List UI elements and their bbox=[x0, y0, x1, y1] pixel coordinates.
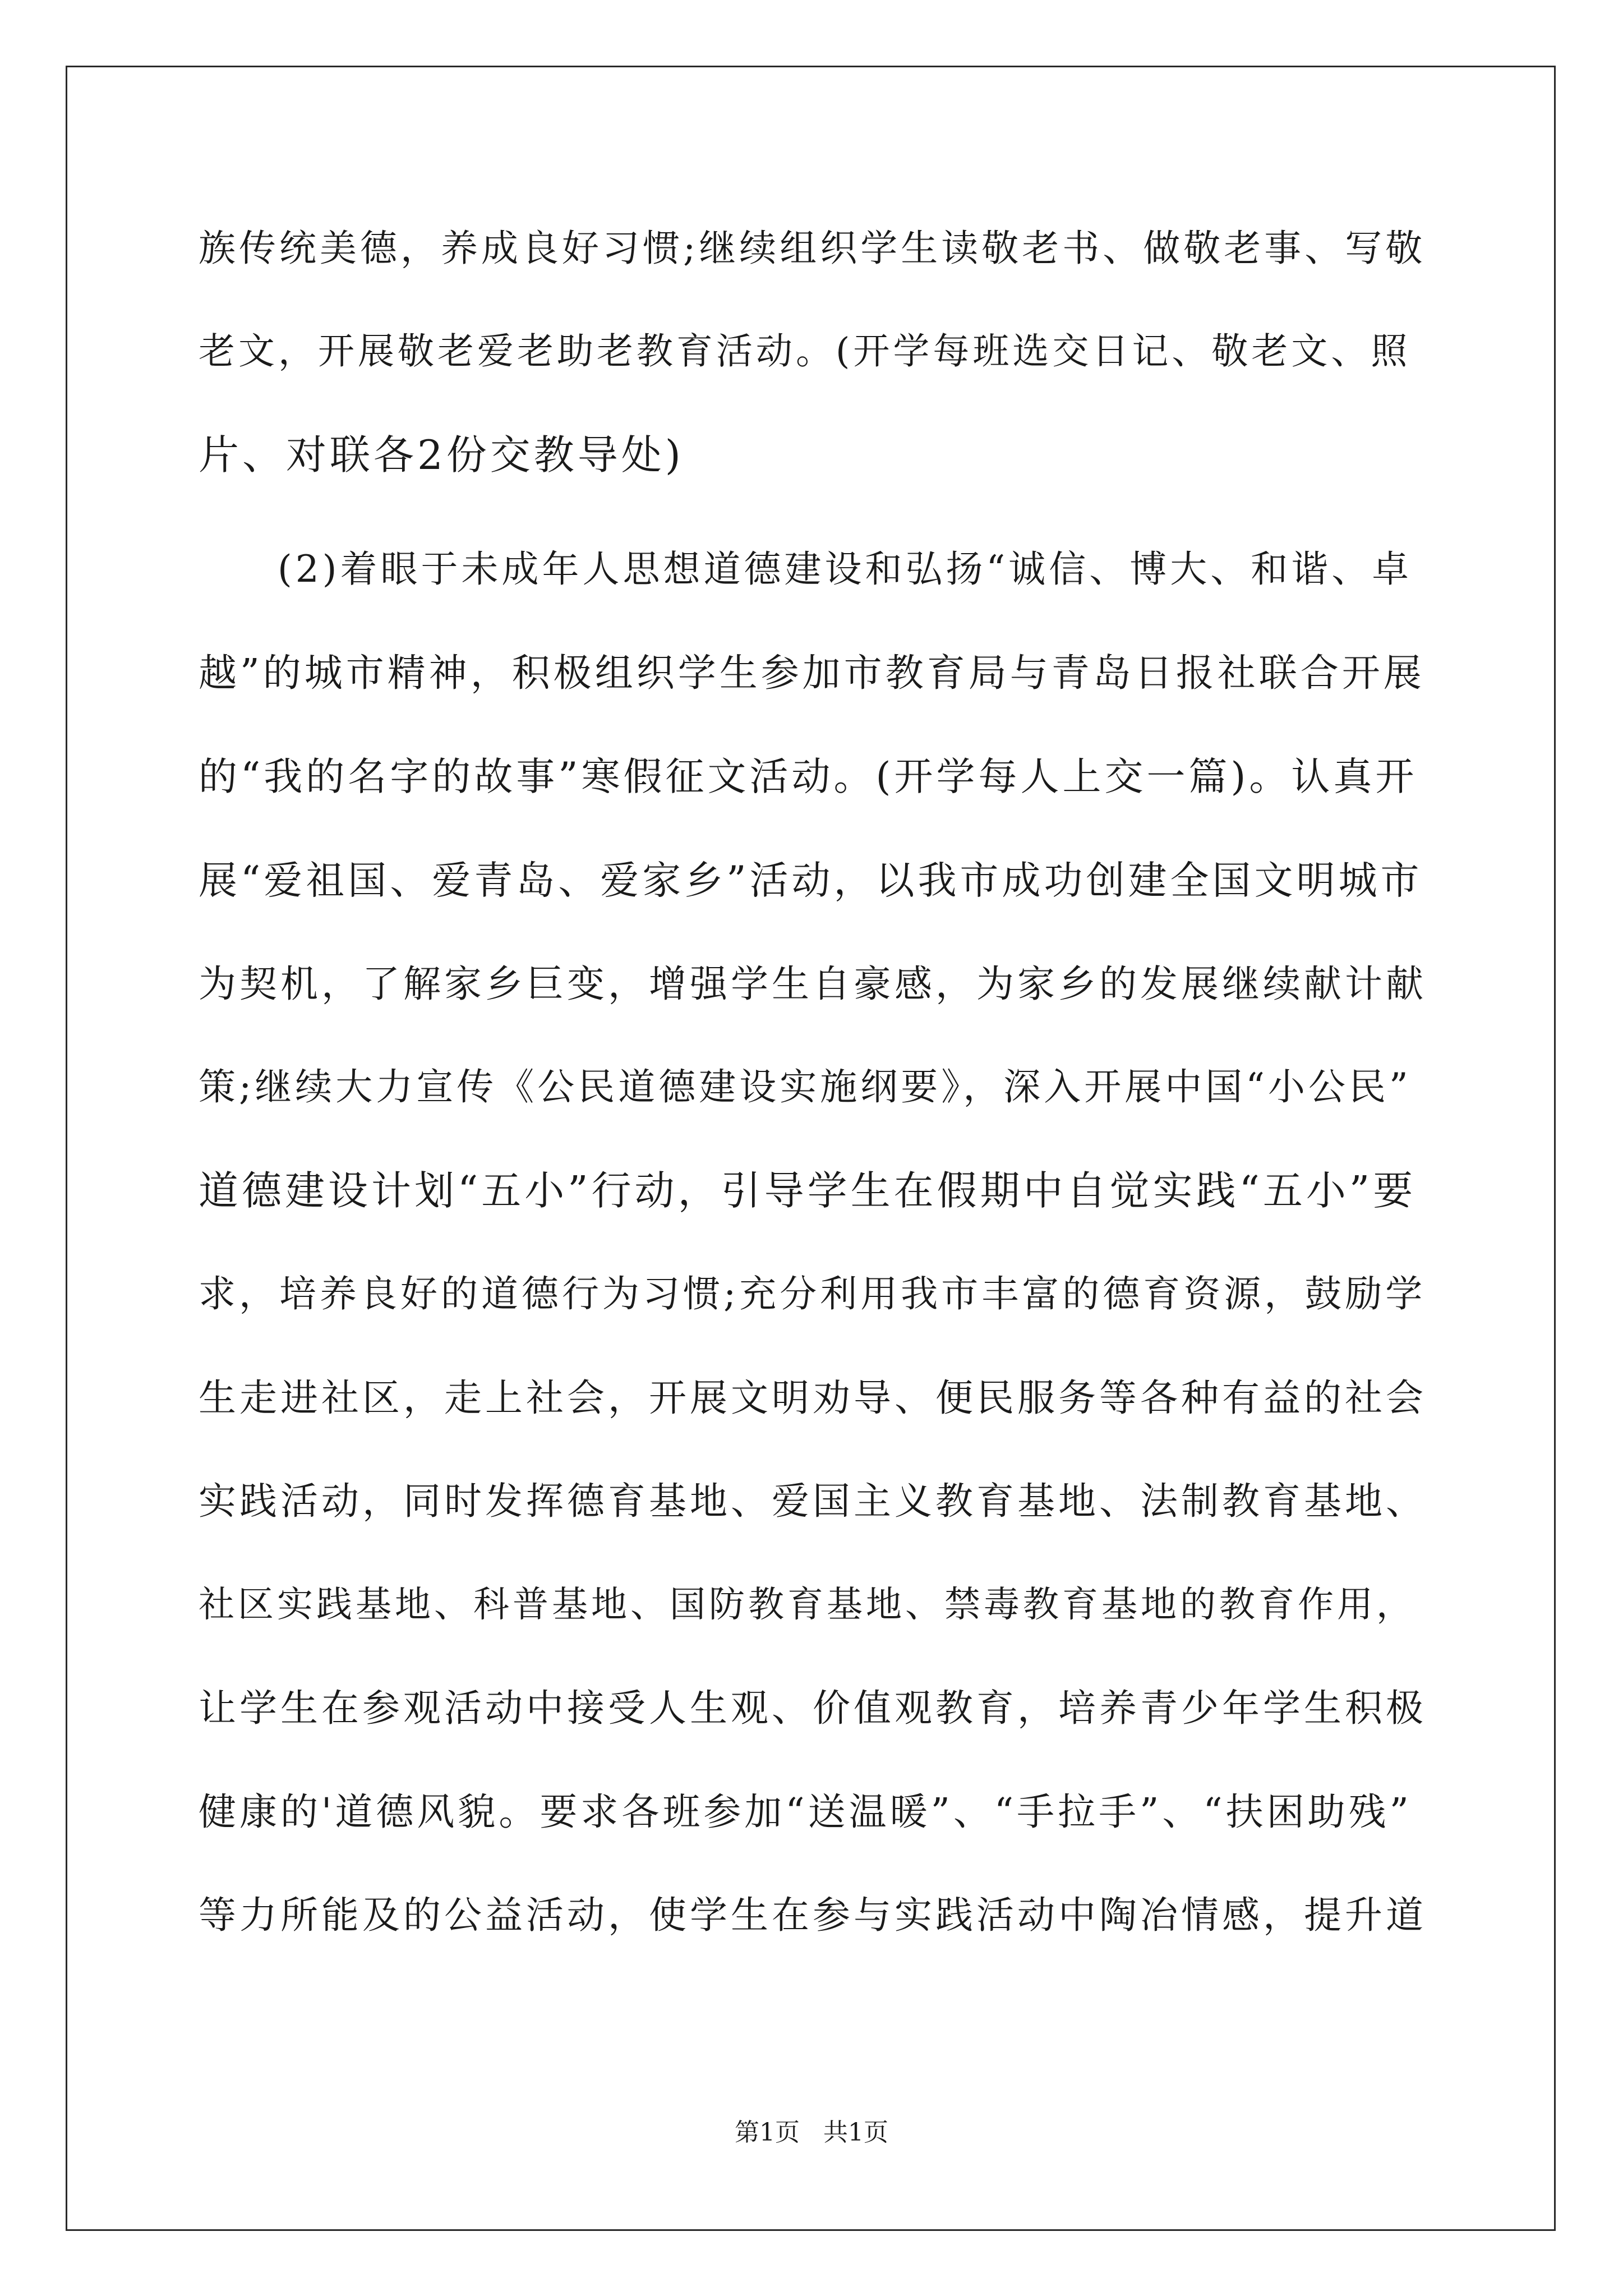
paragraph-line: 为契机，了解家乡巨变，增强学生自豪感，为家乡的发展继续献计献 bbox=[199, 962, 1427, 1006]
paragraph-line: 展“爱祖国、爱青岛、爱家乡”活动，以我市成功创建全国文明城市 bbox=[199, 858, 1423, 903]
paragraph-line: (2)着眼于未成年人思想道德建设和弘扬“诚信、博大、和谐、卓 bbox=[278, 547, 1413, 591]
page-number-footer: 第1页 共1页 bbox=[735, 2118, 888, 2147]
paragraph-line: 越”的城市精神，积极组织学生参加市教育局与青岛日报社联合开展 bbox=[199, 651, 1425, 696]
paragraph-line: 道德建设计划“五小”行动，引导学生在假期中自觉实践“五小”要 bbox=[199, 1167, 1417, 1214]
paragraph-line: 实践活动，同时发挥德育基地、爱国主义教育基地、法制教育基地、 bbox=[199, 1479, 1427, 1523]
paragraph-line: 等力所能及的公益活动，使学生在参与实践活动中陶冶情感，提升道 bbox=[199, 1893, 1427, 1937]
paragraph-line: 让学生在参观活动中接受人生观、价值观教育，培养青少年学生积极 bbox=[199, 1686, 1427, 1730]
paragraph-line: 族传统美德，养成良好习惯;继续组织学生读敬老书、做敬老事、写敬 bbox=[199, 227, 1426, 270]
paragraph-line: 老文，开展敬老爱老助老教育活动。(开学每班选交日记、敬老文、照 bbox=[199, 330, 1411, 372]
paragraph-line: 生走进社区，走上社会，开展文明劝导、便民服务等各种有益的社会 bbox=[199, 1376, 1427, 1420]
paragraph-line: 社区实践基地、科普基地、国防教育基地、禁毒教育基地的教育作用， bbox=[199, 1584, 1415, 1626]
paragraph-line: 策;继续大力宣传《公民道德建设实施纲要》，深入开展中国“小公民” bbox=[199, 1065, 1412, 1108]
paragraph-line: 片、对联各2份交教导处) bbox=[199, 431, 684, 478]
paragraph-line: 健康的'道德风貌。要求各班参加“送温暖”、“手拉手”、“扶困助残” bbox=[199, 1790, 1412, 1834]
paragraph-line: 的“我的名字的故事”寒假征文活动。(开学每人上交一篇)。认真开 bbox=[199, 754, 1418, 799]
paragraph-line: 求，培养良好的道德行为习惯;充分利用我市丰富的德育资源，鼓励学 bbox=[199, 1272, 1426, 1315]
